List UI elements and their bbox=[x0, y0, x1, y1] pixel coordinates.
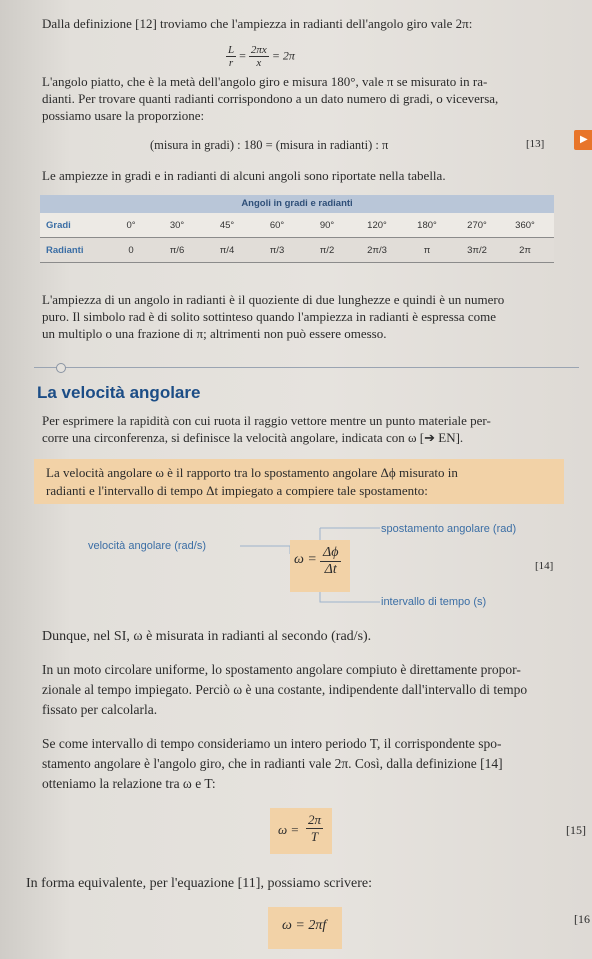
paragraph-line: Per esprimere la rapidità con cui ruota il raggio vettore mentre un punto materiale per- bbox=[42, 413, 491, 428]
table-row-degrees bbox=[40, 213, 554, 237]
table-cell: 2π bbox=[519, 244, 531, 256]
table-cell: 120° bbox=[367, 219, 387, 231]
formula-15-fraction bbox=[306, 812, 323, 845]
divider-circle-icon bbox=[56, 363, 66, 373]
table-cell: π bbox=[423, 244, 431, 256]
definition-line: radianti e l'intervallo di tempo Δt impiegato a compiere tale spostamento: bbox=[46, 483, 428, 498]
formula-14-fraction bbox=[320, 545, 341, 578]
paragraph-line: Se come intervallo di tempo consideriamo un intero periodo T, il corrispondente spo- bbox=[42, 736, 502, 751]
numerator: Δϕ bbox=[320, 545, 341, 562]
denominator: x bbox=[256, 57, 262, 69]
denominator: Δt bbox=[324, 562, 337, 577]
table-cell: 2π/3 bbox=[367, 244, 387, 256]
proportion-equation: (misura in gradi) : 180 = (misura in radianti) : π bbox=[150, 138, 389, 152]
fraction-l-over-r bbox=[226, 44, 236, 69]
formula-lhs: ω = bbox=[278, 822, 300, 837]
paragraph-line: L'angolo piatto, che è la metà dell'angolo giro e misura 180°, vale π se misurato in ra- bbox=[42, 74, 488, 89]
definition-box bbox=[34, 459, 564, 504]
angle-formula: $\frac{L}{r}$ = $\frac{2\pi x}{x}$ = 2π bbox=[228, 44, 295, 69]
table-cell: 90° bbox=[319, 219, 335, 231]
equation-ref: [14] bbox=[535, 560, 554, 572]
table-title: Angoli in gradi e radianti bbox=[40, 195, 554, 213]
equation-ref: [16 bbox=[574, 912, 590, 926]
equation-ref: [15] bbox=[566, 823, 586, 837]
intro-line: Dalla definizione [12] troviamo che l'ampiezza in radianti dell'angolo giro vale 2π: bbox=[42, 16, 473, 31]
paragraph-line: In forma equivalente, per l'equazione [11], possiamo scrivere: bbox=[26, 876, 373, 891]
table-cell: 270° bbox=[467, 219, 487, 231]
table-cell: π/6 bbox=[169, 244, 185, 256]
table-cell: 360° bbox=[515, 219, 535, 231]
table-cell: 60° bbox=[269, 219, 285, 231]
table-cell: 0° bbox=[126, 219, 136, 231]
denominator: T bbox=[310, 829, 319, 844]
paragraph-line: un multiplo o una frazione di π; altrimenti non può essere omesso. bbox=[42, 326, 387, 341]
angles-table bbox=[40, 195, 554, 263]
formula-15 bbox=[278, 822, 299, 838]
table-cell: 30° bbox=[169, 219, 185, 231]
paragraph-line: stamento angolare è l'angolo giro, che in radianti vale 2π. Così, dalla definizione [14] bbox=[42, 756, 503, 771]
numerator: 2πx bbox=[250, 44, 267, 56]
table-row-radians bbox=[40, 238, 554, 262]
definition-line: La velocità angolare ω è il rapporto tra lo spostamento angolare Δϕ misurato in bbox=[46, 465, 458, 480]
row-label: Radianti bbox=[46, 244, 84, 256]
section-divider bbox=[34, 367, 579, 368]
fraction-2pix-over-x bbox=[249, 44, 269, 69]
table-cell: π/4 bbox=[219, 244, 235, 256]
paragraph-line: L'ampiezza di un angolo in radianti è il quoziente di due lunghezze e quindi è un numero bbox=[42, 292, 505, 307]
label-time-interval: intervallo di tempo (s) bbox=[381, 596, 487, 608]
formula-lhs: ω = bbox=[294, 552, 317, 567]
table-cell: 0 bbox=[128, 244, 134, 256]
label-angular-displacement: spostamento angolare (rad) bbox=[381, 523, 517, 535]
play-icon: ▶ bbox=[580, 134, 588, 145]
paragraph-line: corre una circonferenza, si definisce la velocità angolare, indicata con ω [➔ EN]. bbox=[42, 430, 464, 445]
numerator: 2π bbox=[308, 812, 322, 827]
result: = 2π bbox=[271, 48, 295, 63]
table-cell: 3π/2 bbox=[467, 244, 487, 256]
denominator: r bbox=[228, 57, 234, 69]
paragraph-line: In un moto circolare uniforme, lo spostamento angolare compiuto è direttamente propor- bbox=[42, 662, 521, 677]
paragraph-line: Dunque, nel SI, ω è misurata in radianti al secondo (rad/s). bbox=[42, 629, 372, 644]
table-intro: Le ampiezze in gradi e in radianti di alcuni angoli sono riportate nella tabella. bbox=[42, 168, 446, 183]
section-title: La velocità angolare bbox=[37, 383, 201, 402]
paragraph-line: zionale al tempo impiegato. Perciò ω è una costante, indipendente dall'intervallo di tempo bbox=[42, 682, 528, 697]
row-label: Gradi bbox=[46, 219, 71, 231]
formula-14 bbox=[294, 552, 317, 568]
equation-ref: [13] bbox=[526, 138, 545, 150]
table-cell: 180° bbox=[417, 219, 437, 231]
table-cell: 45° bbox=[219, 219, 235, 231]
table-cell: π/3 bbox=[269, 244, 285, 256]
paragraph-line: puro. Il simbolo rad è di solito sottinteso quando l'ampiezza in radianti è espressa come bbox=[42, 309, 496, 324]
paragraph-line: possiamo usare la proporzione: bbox=[42, 108, 205, 123]
paragraph-line: dianti. Per trovare quanti radianti corrispondono a un dato numero di gradi, o viceversa, bbox=[42, 91, 499, 106]
formula-16: ω = 2πf bbox=[282, 918, 327, 933]
label-angular-velocity: velocità angolare (rad/s) bbox=[88, 540, 207, 552]
numerator: L bbox=[228, 44, 235, 56]
play-video-button[interactable] bbox=[574, 130, 592, 150]
paragraph-line: fissato per calcolarla. bbox=[42, 702, 158, 717]
table-bottom-rule bbox=[40, 262, 554, 263]
paragraph-line: otteniamo la relazione tra ω e T: bbox=[42, 776, 216, 791]
table-cell: π/2 bbox=[319, 244, 335, 256]
